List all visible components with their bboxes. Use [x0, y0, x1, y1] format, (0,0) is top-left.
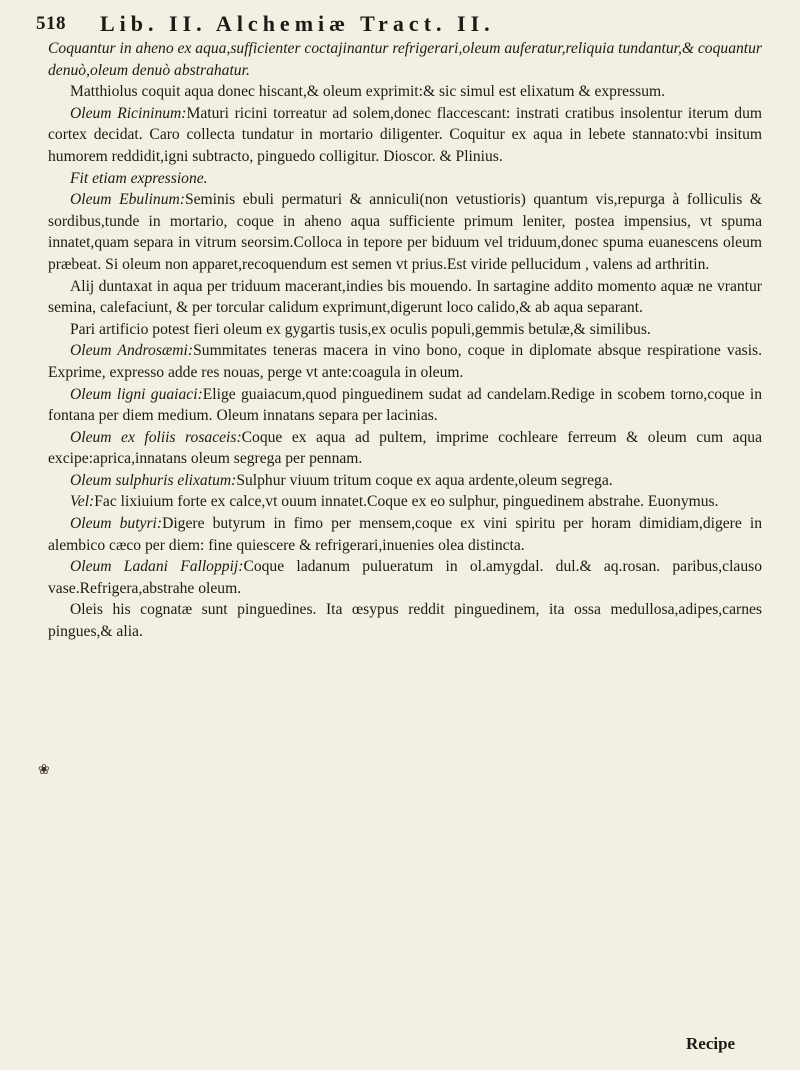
paragraph-text: Summitates teneras macera in vino bono, coque in diplomate absque respiratione vasis. Exprime, expresso adde res nouas, perge vt ante:coagula in oleum.	[48, 342, 762, 381]
paragraph-lead: Oleum Ladani Falloppij:	[70, 558, 244, 576]
paragraph-lead: Oleum Ebulinum:	[70, 191, 185, 209]
paragraph	[48, 189, 762, 275]
paragraph-text: Fac lixiuium forte ex calce,vt ouum innatet.Coque ex eo sulphur, pinguedinem abstrahe. Euonymus.	[94, 493, 719, 511]
paragraph	[48, 599, 762, 642]
paragraph-lead: Vel:	[70, 493, 95, 511]
margin-ornament: ❀	[38, 763, 50, 778]
paragraph-lead: Oleum butyri:	[70, 515, 163, 533]
paragraph-lead: Oleum Androsæmi:	[70, 342, 194, 360]
paragraph-text: Elige guaiacum,quod pinguedinem sudat ad candelam.Redige in scobem torno,coque in fontana per diem medium. Oleum innatans separa per lacinias.	[48, 385, 762, 425]
body-text	[48, 38, 762, 643]
paragraph	[48, 491, 762, 513]
paragraph	[48, 168, 762, 190]
paragraph	[48, 276, 762, 319]
paragraph-text: Oleis his cognatæ sunt pinguedines. Ita œsypus reddit pinguedinem, ita ossa medullosa,adipes,carnes pingues,& alia.	[48, 601, 762, 641]
paragraph-text: Seminis ebuli permaturi & anniculi(non vetustioris) quantum vis,repurga à folliculis & sordibus,tunde in mortario, coque in aheno aqua sufficiente primum leniter, postea impensius, vt spuma innatet,quam separa in vitrum seorsim.Colloca in tepore per biduum vel triduum,donec spuma euanescens oleum præbeat. Si oleum non apparet,recoquendum est semen vt prius.Est viride pellucidum , valens ad arthritin.	[48, 191, 762, 273]
paragraph-text: Digere butyrum in fimo per mensem,coque ex vini spiritu per horam dimidiam,digere in alembico cæco per diem: fine quiescere & refrigerari,inuenies olea distincta.	[48, 515, 762, 554]
paragraph-text: Alij duntaxat in aqua per triduum macerant,indies bis mouendo. In sartagine addito momento aquæ ne vrantur semina, calefaciunt, & per torcular calidum exprimunt,digerunt loco calido,& ab aqua separant.	[48, 277, 762, 317]
paragraph	[48, 513, 762, 556]
paragraph-text: Coque ex aqua ad pultem, imprime cochleare ferreum & oleum cum aqua excipe:aprica,innatans oleum segrega per pennam.	[48, 428, 762, 468]
paragraph	[48, 81, 762, 103]
paragraph-lead: Oleum ligni guaiaci:	[70, 385, 203, 403]
paragraph	[48, 103, 762, 168]
catchword: Recipe	[686, 1034, 736, 1053]
paragraph	[48, 384, 762, 427]
paragraph-lead: Oleum sulphuris elixatum:	[70, 471, 237, 489]
paragraph-text: Coquantur in aheno ex aqua,sufficienter coctajinantur refrigerari,oleum auferatur,reliquia tundantur,& coquantur denuò,oleum denuò abstrahatur.	[48, 40, 762, 79]
page-number: 518	[36, 13, 66, 34]
page-header	[36, 10, 776, 38]
paragraph	[48, 319, 762, 341]
paragraph-text: Coque ladanum pulueratum in ol.amygdal. dul.& aq.rosan. paribus,clauso vase.Refrigera,abstrahe oleum.	[48, 558, 762, 597]
paragraph	[48, 556, 762, 599]
paragraph-lead: Oleum ex foliis rosaceis:	[70, 428, 242, 446]
running-title: Lib. II. Alchemiæ Tract. II.	[100, 11, 495, 36]
paragraph-lead: Fit etiam expressione.	[70, 169, 208, 187]
paragraph-text: Maturi ricini torreatur ad solem,donec flaccescant: instrati cratibus insolentur iterum dum cortex decidat. Caro collecta tundatur in mortario diligenter. Coquitur ex aqua in lebete stannato:vbi insitum humorem reddidit,igni subtracto, pinguedo colligitur. Dioscor. & Plinius.	[48, 104, 762, 165]
paragraph-text: Matthiolus coquit aqua donec hiscant,& oleum exprimit:& sic simul est elixatum & expressum.	[70, 83, 666, 101]
paragraph-text: Pari artificio potest fieri oleum ex gygartis tusis,ex oculis populi,gemmis betulæ,& similibus.	[70, 320, 651, 338]
paragraph	[48, 38, 762, 81]
paragraph	[48, 470, 762, 492]
paragraph-text: Sulphur viuum tritum coque ex aqua ardente,oleum segrega.	[236, 471, 613, 489]
paragraph	[48, 427, 762, 470]
paragraph-lead: Oleum Ricininum:	[70, 104, 187, 122]
paragraph	[48, 340, 762, 383]
